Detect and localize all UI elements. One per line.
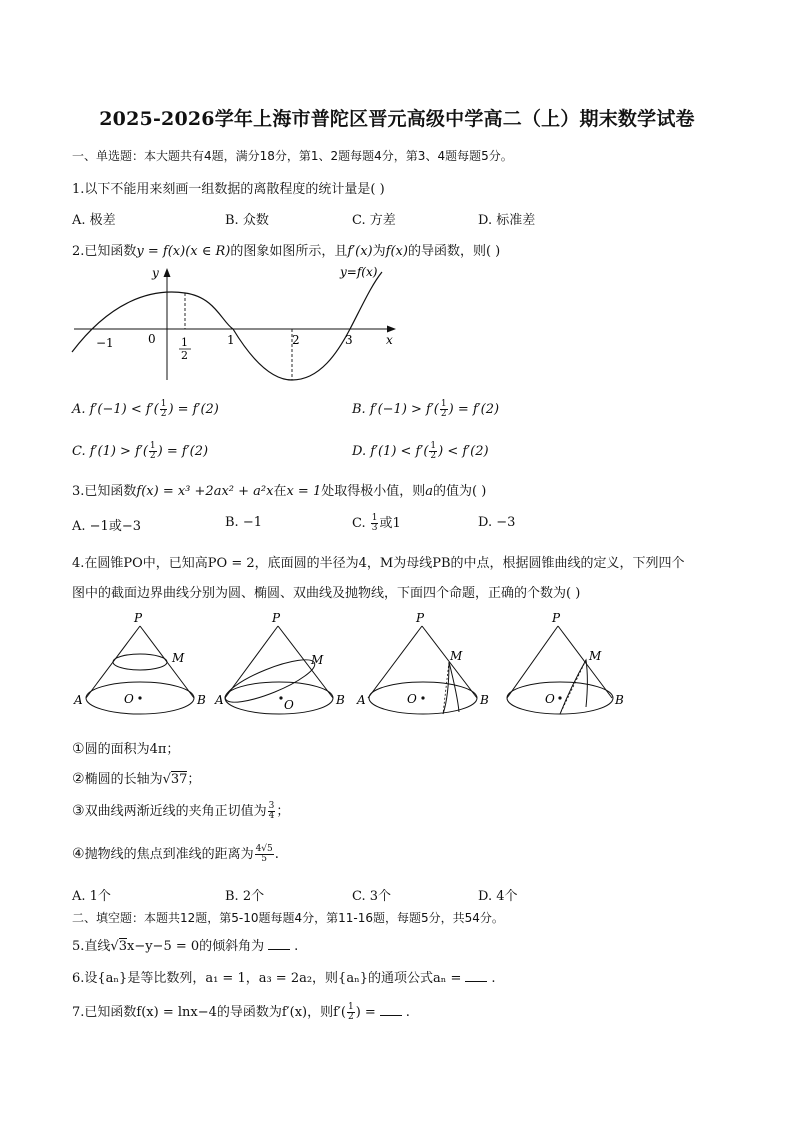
q3-option-c: C. $\frac{1}{3}$ 或1 (352, 513, 401, 533)
answer-blank-5 (268, 938, 290, 950)
curve-label: y=f(x) (340, 265, 378, 279)
q4-option-a: A. 1个 (72, 889, 111, 904)
question-3-stem: 3.已知函数f(x) = x³ +2ax² + a²x在x = 1处取得极小值，则a的值为( ) (72, 484, 487, 499)
q4-option-b: B. 2个 (225, 889, 265, 904)
svg-text:P: P (552, 611, 561, 625)
cone-parabola-section (500, 612, 635, 722)
y-axis-arrow (164, 268, 171, 277)
q2-option-c: C. f′(1) > f′( $\frac{1}{2}$ ) = f′(2) (72, 441, 209, 461)
q1-option-b: B. 众数 (225, 213, 269, 228)
question-2-stem: 2.已知函数y = f(x)(x ∈ R)的图象如图所示，且f′(x)为f(x)的导函数，则( ) (72, 244, 501, 259)
q1-option-c: C. 方差 (352, 213, 396, 228)
svg-text:M: M (450, 649, 463, 663)
q2-option-a: A. f′(−1) < f′( $\frac{1}{2}$ ) = f′(2) (72, 399, 219, 419)
tick-neg1: −1 (96, 336, 114, 350)
x-axis-arrow (387, 326, 396, 333)
proposition-2: ②椭圆的长轴为√37； (72, 771, 201, 787)
answer-blank-6 (465, 970, 487, 982)
exam-title: 2025-2026学年上海市普陀区晋元高级中学高二（上）期末数学试卷 (99, 108, 695, 130)
question-6: 6.设{aₙ}是等比数列，a₁ = 1，a₃ = 2a₂，则{aₙ}的通项公式aₙ = . (72, 971, 496, 986)
q4-option-c: C. 3个 (352, 889, 392, 904)
tick-1: 1 (227, 333, 235, 347)
q3-option-d: D. −3 (478, 515, 516, 530)
tick-half-num: 1 (181, 336, 188, 349)
svg-text:M: M (589, 649, 602, 663)
q3-option-b: B. −1 (225, 515, 262, 530)
tick-3: 3 (345, 333, 353, 347)
tick-half-den: 2 (181, 349, 188, 362)
proposition-3: ③双曲线两渐近线的夹角正切值为 $\frac{3}{4}$ ； (72, 801, 290, 821)
q2-option-b: B. f′(−1) > f′( $\frac{1}{2}$ ) = f′(2) (352, 399, 500, 419)
svg-text:O: O (545, 692, 555, 706)
tick-2: 2 (292, 333, 300, 347)
question-1-stem: 1.以下不能用来刻画一组数据的离散程度的统计量是( ) (72, 182, 385, 197)
svg-text:P: P (272, 611, 281, 625)
svg-text:M: M (311, 653, 324, 667)
svg-text:B: B (197, 693, 206, 707)
question-4-line2: 图中的截面边界曲线分别为圆、椭圆、双曲线及抛物线，下面四个命题，正确的个数为( ) (72, 586, 581, 601)
svg-text:O: O (284, 698, 294, 712)
svg-text:O: O (124, 692, 134, 706)
proposition-4: ④抛物线的焦点到准线的距离为 $\frac{4√5}{5}$ . (72, 844, 279, 864)
q3-option-a: A. −1或−3 (72, 519, 141, 534)
svg-text:A: A (74, 693, 83, 707)
svg-text:B: B (480, 693, 489, 707)
q1-option-d: D. 标准差 (478, 213, 536, 228)
cone-circle-section (70, 611, 206, 722)
svg-text:A: A (357, 693, 366, 707)
svg-text:B: B (615, 693, 624, 707)
section-1-header: 一、单选题：本大题共有4题，满分18分，第1、2题每题4分，第3、4题每题5分。 (72, 149, 513, 163)
q1-option-a: A. 极差 (72, 213, 116, 228)
y-axis-label: y (152, 266, 159, 280)
x-axis-label: x (386, 333, 393, 347)
cone-ellipse-section (213, 612, 348, 722)
curve-fx (72, 272, 382, 380)
svg-text:A: A (215, 693, 224, 707)
question-4-line1: 4.在圆锥PO中，已知高PO = 2，底面圆的半径为4，M为母线PB的中点，根据圆锥曲线的定义，下列四个 (72, 556, 685, 571)
function-graph (70, 262, 400, 387)
answer-blank-7 (380, 1004, 402, 1016)
section-2-header: 二、填空题：本题共12题，第5-10题每题4分，第11-16题，每题5分，共54分。 (72, 911, 504, 925)
origin-label: 0 (148, 332, 156, 346)
svg-text:M: M (172, 651, 185, 665)
cone-hyperbola-section (357, 612, 492, 722)
svg-text:P: P (134, 611, 143, 625)
question-5: 5.直线√3x−y−5 = 0的倾斜角为 . (72, 939, 299, 954)
svg-text:P: P (416, 611, 425, 625)
question-7: 7.已知函数f(x) = lnx−4的导函数为f′(x)，则f′( $\frac{1}{2}$ ) = . (72, 1002, 410, 1022)
svg-text:B: B (336, 693, 345, 707)
svg-text:O: O (407, 692, 417, 706)
q4-option-d: D. 4个 (478, 889, 518, 904)
q2-option-d: D. f′(1) < f′( $\frac{1}{2}$ ) < f′(2) (352, 441, 489, 461)
proposition-1: ①圆的面积为4π； (72, 741, 180, 757)
